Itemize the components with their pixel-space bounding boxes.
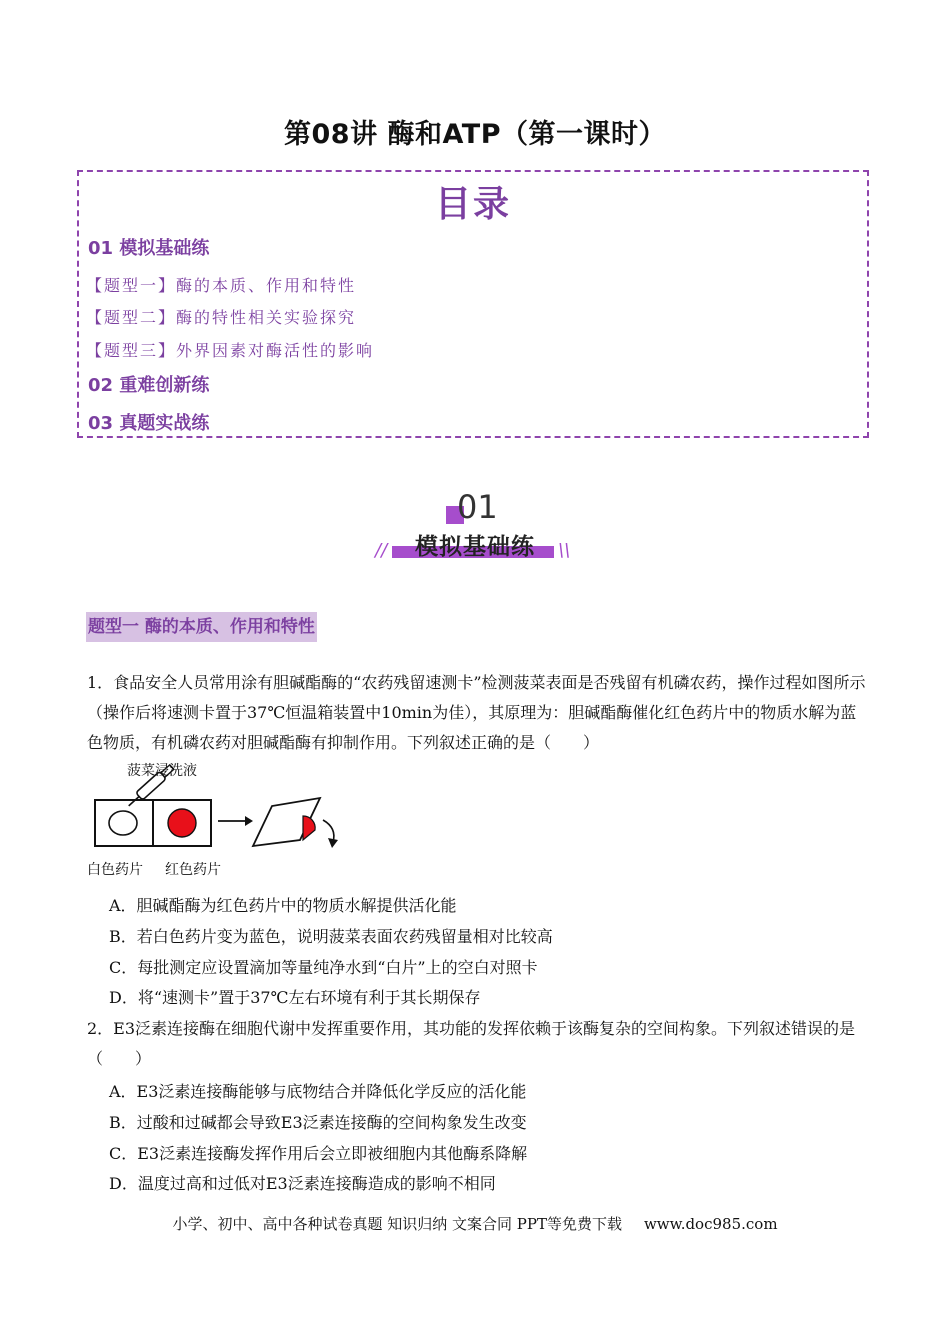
question-2-stem: 2．E3泛素连接酶在细胞代谢中发挥重要作用，其功能的发挥依赖于该酶复杂的空间构象。下列叙述错误的是（ ） bbox=[87, 1019, 856, 1068]
table-of-contents bbox=[77, 170, 869, 438]
question-1-stem: 1．食品安全人员常用涂有胆碱酯酶的“农药残留速测卡”检测菠菜表面是否残留有机磷农药，操作过程如图所示（操作后将速测卡置于37℃恒温箱装置中10min为佳），其原理为：胆碱酯酶催化红色药片中的物质水解为蓝色物质，有机磷农药对胆碱酯酶有抑制作用。下列叙述正确的是（ ） bbox=[87, 673, 866, 752]
question-1-option-c[interactable]: C．每批测定应设置滴加等量纯净水到“白片”上的空白对照卡 bbox=[109, 958, 538, 977]
question-2-option-c[interactable]: C．E3泛素连接酶发挥作用后会立即被细胞内其他酶系降解 bbox=[109, 1144, 528, 1163]
toc-item-type-1[interactable]: 【题型一】酶的本质、作用和特性 bbox=[86, 276, 357, 295]
question-2-option-b[interactable]: B．过酸和过碱都会导致E3泛素连接酶的空间构象发生改变 bbox=[109, 1113, 527, 1132]
page-title: 第08讲 酶和ATP（第一课时） bbox=[284, 119, 666, 150]
question-2-option-d[interactable]: D．温度过高和过低对E3泛素连接酶造成的影响不相同 bbox=[109, 1174, 496, 1193]
banner-number: 01 bbox=[457, 488, 498, 526]
toc-heading: 目录 bbox=[434, 184, 511, 225]
toc-item-type-3[interactable]: 【题型三】外界因素对酶活性的影响 bbox=[86, 341, 375, 360]
toc-section-03[interactable]: 03 真题实战练 bbox=[88, 413, 210, 434]
test-card-figure bbox=[85, 758, 355, 883]
toc-section-01[interactable]: 01 模拟基础练 bbox=[88, 238, 210, 259]
slash-right-decoration: \\ bbox=[558, 540, 571, 561]
slash-left-decoration: // bbox=[375, 540, 388, 561]
figure-label-white-pill: 白色药片 bbox=[87, 862, 143, 878]
section-banner bbox=[370, 488, 580, 568]
figure-label-spinach-wash: 菠菜浸洗液 bbox=[127, 763, 197, 779]
figure-label-red-pill: 红色药片 bbox=[165, 862, 221, 878]
page-footer bbox=[0, 1213, 950, 1234]
footer-text: 小学、初中、高中各种试卷真题 知识归纳 文案合同 PPT等免费下载 bbox=[172, 1215, 622, 1233]
toc-section-02[interactable]: 02 重难创新练 bbox=[88, 375, 210, 396]
question-1-option-b[interactable]: B．若白色药片变为蓝色，说明菠菜表面农药残留量相对比较高 bbox=[109, 927, 553, 946]
toc-item-type-2[interactable]: 【题型二】酶的特性相关实验探究 bbox=[86, 308, 357, 327]
question-1-option-a[interactable]: A．胆碱酯酶为红色药片中的物质水解提供活化能 bbox=[109, 896, 457, 915]
question-1-option-d[interactable]: D．将“速测卡”置于37℃左右环境有利于其长期保存 bbox=[109, 988, 481, 1007]
footer-site-link[interactable]: www.doc985.com bbox=[643, 1215, 778, 1233]
question-2-option-a[interactable]: A．E3泛素连接酶能够与底物结合并降低化学反应的活化能 bbox=[109, 1082, 527, 1101]
question-type-heading: 题型一 酶的本质、作用和特性 bbox=[86, 612, 317, 642]
banner-label: 模拟基础练 bbox=[415, 534, 535, 560]
